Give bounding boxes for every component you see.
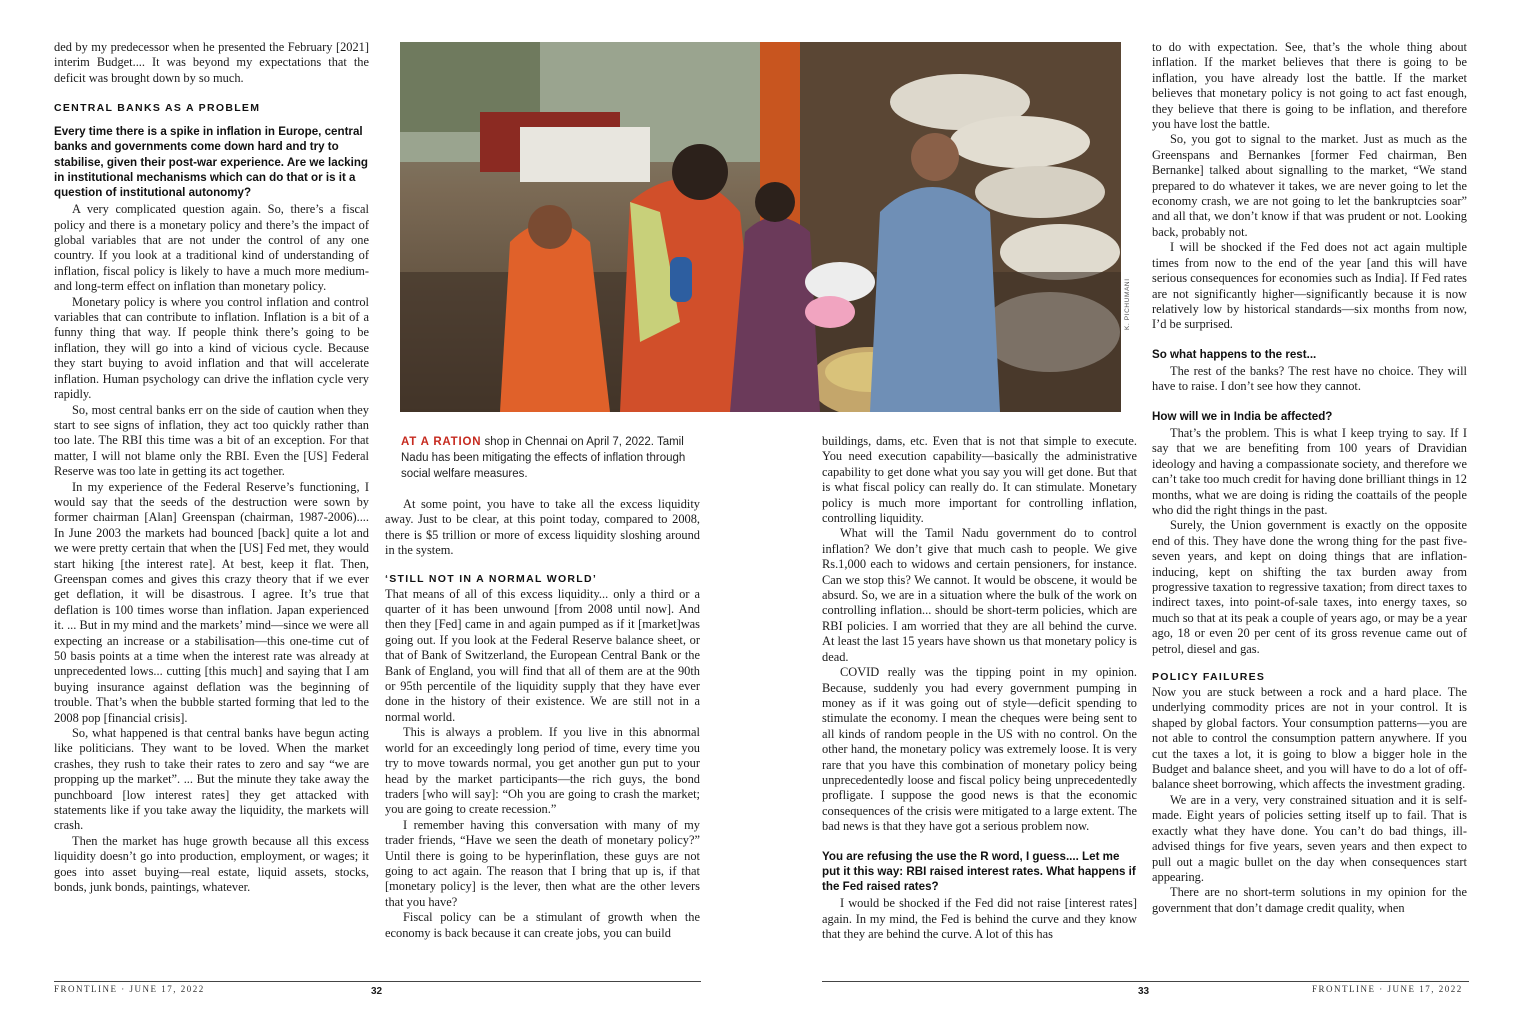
paragraph: buildings, dams, etc. Even that is not that simple to execute. You need execution capability—basically the administrative capability to get done what you say you will get done. But that is what fiscal policy can really do. It can stimulate. Monetary policy is much more important for controlling inflation, controlling liquidity. bbox=[822, 434, 1137, 526]
section-heading-central-banks: CENTRAL BANKS AS A PROBLEM bbox=[54, 102, 261, 115]
paragraph: A very complicated question again. So, there’s a fiscal policy and there is a monetary policy and there’s the impact of global variables that are not under the control of any one country. If you look at a traditional kind of understanding of inflation, fiscal policy is likely to have a much more medium- and long-term effect on inflation than monetary policy. bbox=[54, 202, 369, 294]
paragraph: I will be shocked if the Fed does not act again multiple times from now to the end of the year [and this will have serious consequences for economies such as India]. If Fed rates are not significantly higher—significantly because it is now relatively low by historical standards—six months from now, I’d be surprised. bbox=[1152, 240, 1467, 332]
paragraph: I remember having this conversation with many of my trader friends, “Have we seen the death of monetary policy?” Until there is going to be hyperinflation, these guys are not going to act again. The reason that I bring that up is, if that [monetary policy] is the lever, then what are the other levers that you have? bbox=[385, 817, 700, 909]
column-4 bbox=[1152, 40, 1467, 916]
paragraph: In my experience of the Federal Reserve’s functioning, I would say that the seeds of the destruction were sown by former chairman [Alan] Greenspan (chairman, 1987-2006).... In June 2003 the markets had bounced [back] quite a lot and we were pretty certain that when the [US] Fed met, they would start hiking [the interest rate]. At best, keep it flat. Then, Greenspan comes and gives this crazy theory that if we ever get deflation, it will be disastrous. I agree. It’s true that deflation is 100 times worse than inflation. Japan experienced it. ... But in my mind and the markets’ mind—since we were all expecting an increase or a stabilisation—this one-time cut of 50 basis points at a time when the interest rate was already at unprecedented lows... cutting [this much] and saying that I am buying insurance against deflation was the beginning of trouble. That’s when the bubble started forming that led to the 2008 pop [financial crisis]. bbox=[54, 479, 369, 725]
paragraph: Monetary policy is where you control inflation and control variables that can contribute to inflation. Inflation is a bit of a funny thing that way. If people think there’s going to be inflation, they will go into a kind of vicious cycle. Because they start buying to avoid inflation and that will accelerate inflation. Human psychology can drive the inflation cycle very rapidly. bbox=[54, 294, 369, 402]
paragraph: Then the market has huge growth because all this excess liquidity doesn’t go into production, employment, or wages; it goes into asset buying—real estate, liquid assets, stocks, bonds, junk bonds, paintings, whatever. bbox=[54, 833, 369, 895]
footer-rule-left bbox=[54, 981, 701, 982]
interview-question: You are refusing the use the R word, I guess.... Let me put it this way: RBI raised interest rates. What happens if the Fed raised rates? bbox=[822, 849, 1136, 893]
column-1 bbox=[54, 40, 369, 896]
paragraph: So, most central banks err on the side of caution when they start to see signs of inflation, they act too quickly rather than too late. The RBI this time was a bit of an exception. For that matter, I will not blame only the RBI. Even the [US] Federal Reserve was too late in getting its act together. bbox=[54, 402, 369, 479]
caption-text: shop in Chennai on April 7, 2022. Tamil Nadu has been mitigating the effects of inflation through social welfare measures. bbox=[401, 436, 686, 480]
paragraph: That’s the problem. This is what I keep trying to say. If I say that we are benefiting from 100 years of Dravidian ideology and having a compassionate society, and therefore we can’t take too much credit for having done brilliant things in 12 months, what we are doing is riding the coattails of the people who did the right things in the past. bbox=[1152, 425, 1467, 517]
column-2 bbox=[385, 497, 700, 941]
paragraph: What will the Tamil Nadu government do to control inflation? We don’t give that much cash to people. We give Rs.1,000 each to widows and certain pensioners, for instance. Can we stop this? We cannot. It would be obscene, it would be absurd. So, we are in a situation where the bulk of the work on controlling inflation... should be short-term policies, which are RBI policies. I am worried that they are all behind the curve. At least the last 15 years have shown us that monetary policy is dead. bbox=[822, 526, 1137, 664]
page-number-right: 33 bbox=[1138, 986, 1150, 997]
paragraph: to do with expectation. See, that’s the whole thing about inflation. If the market believes that there is going to be inflation, you have already lost the battle. If the market believes that monetary policy is not going to act fast enough, they believe that there is going to be inflation, and therefore you have lost the battle. bbox=[1152, 40, 1467, 132]
paragraph: Fiscal policy can be a stimulant of growth when the economy is back because it can create jobs, you can build bbox=[385, 910, 700, 940]
paragraph: This is always a problem. If you live in this abnormal world for an exceedingly long period of time, every time you try to move towards normal, you get another gun put to your head by the market participants—the rich guys, the bond traders [who will say]: “Oh you are going to crash the market; you are going to create recession.” bbox=[385, 725, 700, 817]
footer-magazine-right: FRONTLINE · JUNE 17, 2022 bbox=[1312, 984, 1463, 994]
column-3 bbox=[822, 434, 1137, 942]
paragraph: ded by my predecessor when he presented the February [2021] interim Budget.... It was beyond my expectations that the deficit was brought down by so much. bbox=[54, 40, 369, 85]
ration-shop-photo bbox=[400, 42, 1121, 412]
page-number-left: 32 bbox=[371, 986, 383, 997]
caption-lead: AT A RATION bbox=[401, 436, 482, 448]
footer-magazine-left: FRONTLINE · JUNE 17, 2022 bbox=[54, 984, 205, 994]
footer-rule-right bbox=[822, 981, 1469, 982]
interview-question: Every time there is a spike in inflation in Europe, central banks and governments come down hard and try to stabilise, given their post-war experience. Are we lacking in institutional mechanisms which can do that or is it a question of institutional autonomy? bbox=[54, 125, 369, 200]
section-heading-policy-failures: POLICY FAILURES bbox=[1152, 671, 1266, 684]
paragraph: COVID really was the tipping point in my opinion. Because, suddenly you had every government pumping in money as if it was going out of style—deficit spending to stimulate the economy. I mean the cheques were being sent to all kinds of random people in the US with no control. On the other hand, the monetary policy was extremely loose. It is very rare that you have this combination of monetary policy being unprecedentedly loose and fiscal policy being unprecedentedly profligate. I suppose the good news is that the economic consequences of the crisis were mitigated to a large extent. The bad news is that they have got a serious problem now. bbox=[822, 665, 1137, 834]
paragraph: So, what happened is that central banks have begun acting like politicians. They want to be loved. When the market crashes, they rush to take their rates to zero and say “we are propping up the market”. ... But the minute they take away the punchboard [low interest rates] they get attacked with statements like if you take away the liquidity, the markets will crash. bbox=[54, 726, 369, 833]
interview-question: So what happens to the rest... bbox=[1152, 347, 1317, 361]
photo-credit: K. PICHUMANI bbox=[1124, 278, 1131, 330]
paragraph: The rest of the banks? The rest have no choice. They will have to raise. I don’t see how they cannot. bbox=[1152, 363, 1467, 394]
paragraph: That means of all of this excess liquidity... only a third or a quarter of it has been unwound [from 2008 until now]. And then they [Fed] came in and again pumped as if it [market]was going out. If you look at the Federal Reserve balance sheet, or that of Bank of Switzerland, the European Central Bank or the Bank of England, you will find that all of them are at the 90th or 95th percentile of the liquidity supply that they have ever done in the history of their existence. We are still not in a normal world. bbox=[385, 586, 700, 724]
paragraph: So, you got to signal to the market. Just as much as the Greenspans and Bernankes [former Fed chairman, Ben Bernanke] talked about signalling to the market, “We stand prepared to do whatever it takes, we are never going to let the economy crash, we are not going to let the bankruptcies soar” and all that, we don’t know if that was prudent or not. Looking back, probably not. bbox=[1152, 132, 1467, 239]
paragraph: Surely, the Union government is exactly on the opposite end of this. They have done the wrong thing for the past five-seven years, and kept on doing things that are inflation-inducing, kept on shifting the tax burden away from progressive taxation to regressive taxation; from direct taxes to indirect taxes, into point-of-sale taxes, into energy taxes, so much so that at its peak a couple of years ago, or may be a year ago, 18 or even 20 per cent of its gross revenue came out of petrol, diesel and gas. bbox=[1152, 518, 1467, 656]
photo-illustration bbox=[400, 42, 1121, 412]
paragraph: We are in a very, very constrained situation and it is self-made. Eight years of policies setting itself up to fail. That is exactly what they have done. You can’t do bad things, ill-advised things for five years, seven years and then expect to pull out a magic bullet on the day when consequences start appearing. bbox=[1152, 792, 1467, 884]
paragraph: At some point, you have to take all the excess liquidity away. Just to be clear, at this point today, compared to 2008, there is $5 trillion or more of excess liquidity sloshing around in the system. bbox=[385, 497, 700, 558]
interview-question: How will we in India be affected? bbox=[1152, 409, 1333, 423]
paragraph: I would be shocked if the Fed did not raise [interest rates] again. In my mind, the Fed is behind the curve and they know that they are behind the curve. A lot of this has bbox=[822, 896, 1137, 941]
paragraph: There are no short-term solutions in my opinion for the government that don’t damage credit quality, when bbox=[1152, 885, 1467, 915]
photo-caption bbox=[401, 434, 706, 482]
paragraph: Now you are stuck between a rock and a hard place. The underlying commodity prices are not in your control. It is shaped by global factors. Your consumption patterns—you are not able to control the consumption pattern anywhere. If you cut the taxes a lot, it is going to blow a bigger hole in the Budget and balance sheet, and you will have to do a lot of off-balance sheet borrowing, which affects the investment grading. bbox=[1152, 685, 1467, 792]
section-heading-normal-world: ‘STILL NOT IN A NORMAL WORLD’ bbox=[385, 572, 598, 585]
